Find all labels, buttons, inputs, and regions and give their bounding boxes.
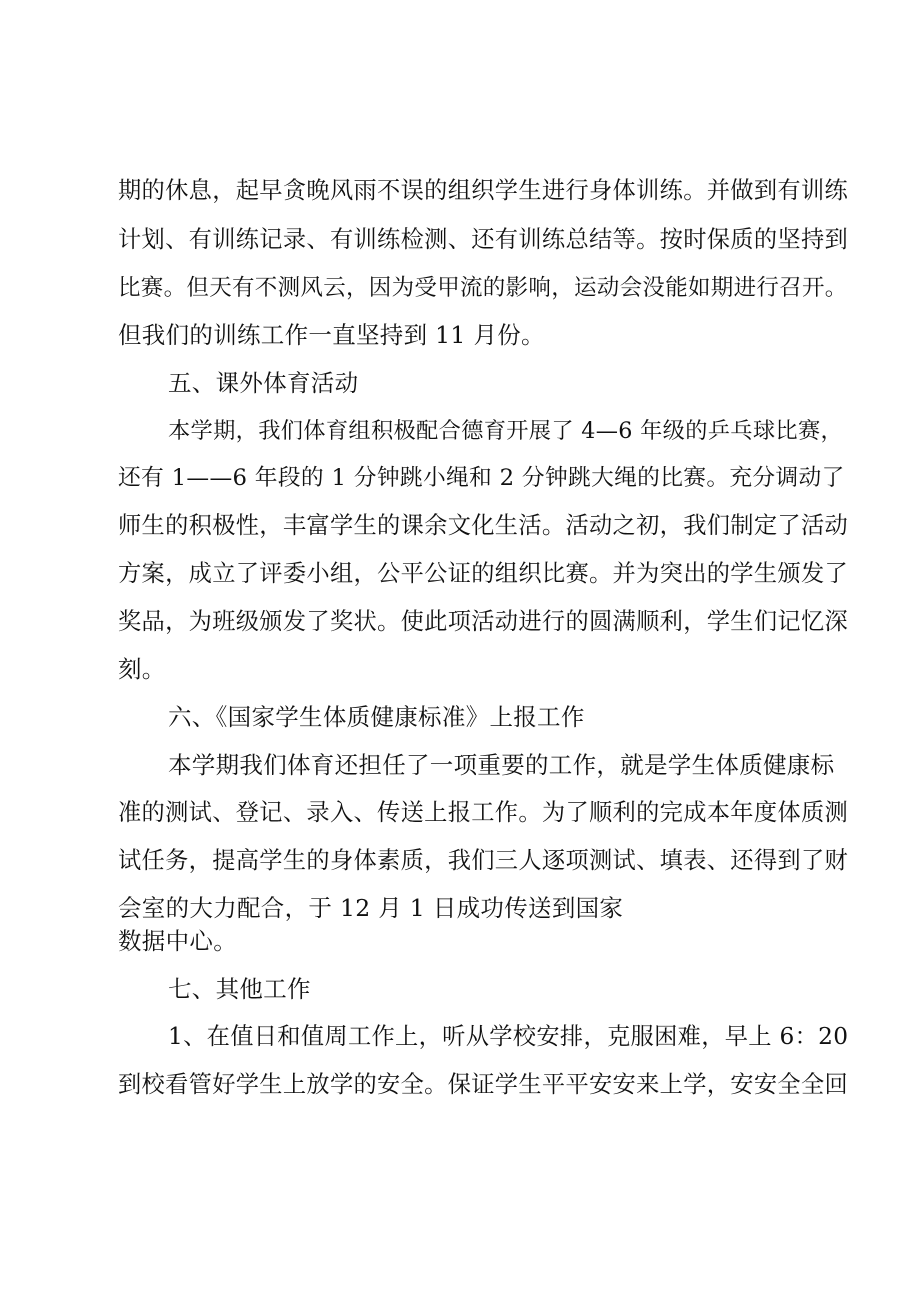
paragraph-line: 本学期，我们体育组积极配合德育开展了 4—6 年级的乒乓球比赛， (168, 418, 844, 444)
paragraph-line: 方案，成立了评委小组，公平公证的组织比赛。并为突出的学生颁发了 (118, 560, 849, 587)
paragraph-line: 奖品，为班级颁发了奖状。使此项活动进行的圆满顺利，学生们记忆深 (118, 608, 849, 635)
paragraph-line: 计划、有训练记录、有训练检测、还有训练总结等。按时保质的坚持到 (118, 226, 849, 253)
section-heading: 五、课外体育活动 (168, 369, 359, 397)
paragraph-line: 还有 1——6 年段的 1 分钟跳小绳和 2 分钟跳大绳的比赛。充分调动了 (118, 465, 845, 491)
paragraph-line: 刻。 (118, 655, 166, 683)
paragraph-line: 准的测试、登记、录入、传送上报工作。为了顺利的完成本年度体质测 (118, 799, 849, 826)
paragraph-line: 试任务，提高学生的身体素质，我们三人逐项测试、填表、还得到了财 (118, 847, 849, 874)
paragraph-line: 会室的大力配合，于 12 月 1 日成功传送到国家 (118, 894, 624, 922)
paragraph-line: 到校看管好学生上放学的安全。保证学生平平安安来上学，安安全全回 (118, 1071, 849, 1098)
paragraph-line: 师生的积极性，丰富学生的课余文化生活。活动之初，我们制定了活动 (118, 512, 849, 539)
section-heading: 六、《国家学生体质健康标准》上报工作 (168, 703, 585, 731)
paragraph-line: 1、在值日和值周工作上，听从学校安排，克服困难，早上 6：20 (168, 1023, 849, 1050)
paragraph-line: 比赛。但天有不测风云，因为受甲流的影响，运动会没能如期进行召开。 (118, 275, 848, 301)
paragraph-line: 但我们的训练工作一直坚持到 11 月份。 (118, 321, 545, 349)
section-heading: 七、其他工作 (168, 975, 311, 1003)
paragraph-line: 期的休息，起早贪晚风雨不误的组织学生进行身体训练。并做到有训练 (118, 177, 849, 204)
paragraph-line: 数据中心。 (118, 927, 237, 955)
paragraph-line: 本学期我们体育还担任了一项重要的工作，就是学生体质健康标 (168, 751, 835, 779)
